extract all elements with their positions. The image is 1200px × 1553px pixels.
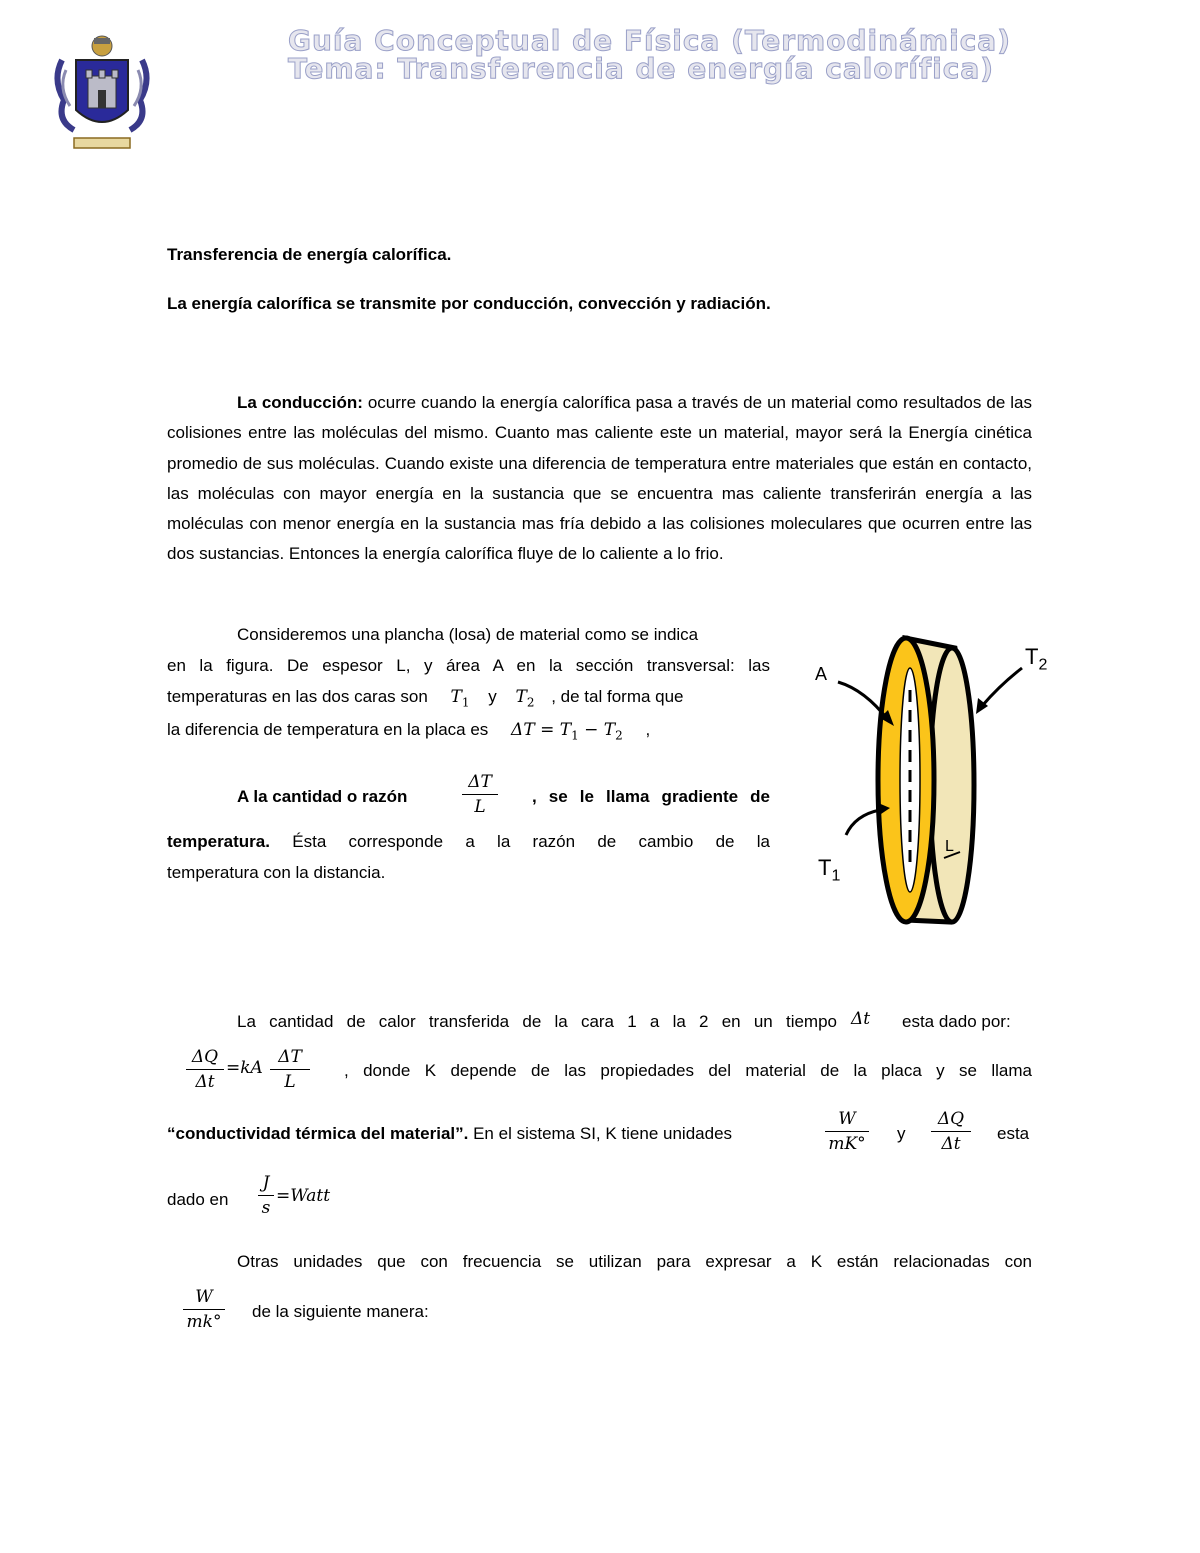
- y-conjunction: y: [488, 687, 497, 706]
- eq-left-numerator: ΔQ: [191, 1047, 219, 1067]
- slab-line-4-end: ,: [645, 720, 651, 739]
- unit-denominator: mK°: [828, 1134, 866, 1154]
- slab-figure: [810, 630, 1060, 930]
- joule-denominator: s: [261, 1198, 271, 1218]
- label-t1: $T_1$: [818, 855, 841, 885]
- heat-dt-symbol: Δt: [851, 1009, 871, 1029]
- eq-right-numerator: ΔT: [278, 1047, 302, 1067]
- heat-line-3: [167, 1124, 732, 1144]
- slab-line-3-end: , de tal forma que: [551, 687, 684, 706]
- section-heading: Transferencia de energía calorífica.: [167, 245, 452, 264]
- arrow-t2: [982, 668, 1022, 706]
- slab-back-face: [930, 648, 974, 922]
- q-numerator: ΔQ: [937, 1109, 965, 1129]
- eq-right-fraction: [270, 1046, 310, 1093]
- eq-left-fraction: [186, 1046, 224, 1093]
- slab-line-4: [167, 720, 650, 742]
- slab-line-2: en la figura. De espesor L, y área A en la sección transversal: las: [167, 656, 770, 675]
- conductivity-term: “conductividad térmica del material”.: [167, 1124, 469, 1143]
- section-subheading: La energía calorífica se transmite por conducción, convección y radiación.: [167, 294, 771, 313]
- q-denominator: Δt: [941, 1134, 961, 1154]
- gradient-line-3: temperatura con la distancia.: [167, 863, 386, 882]
- t2-symbol: $T_2$: [515, 687, 535, 710]
- heat-esta: esta: [997, 1124, 1030, 1143]
- other-line-1: Otras unidades que con frecuencia se utilizan para expresar a K están relacionadas con: [237, 1252, 1032, 1271]
- slab-line-3: [167, 687, 684, 709]
- other-unit-numerator: W: [195, 1287, 213, 1307]
- t1-symbol: $T_1$: [450, 687, 470, 710]
- heat-line-1-end: esta dado por:: [902, 1012, 1011, 1031]
- watt-equals: =Watt: [276, 1186, 331, 1206]
- arrow-t1: [846, 810, 880, 835]
- header-title-line1: Guía Conceptual de Física (Termodinámica): [288, 24, 1011, 57]
- label-l: L: [945, 838, 954, 855]
- crest-logo: [52, 30, 152, 152]
- header-title-line2: Tema: Transferencia de energía calorífica): [288, 52, 995, 85]
- gradient-denominator: L: [474, 797, 486, 817]
- conduction-paragraph: [167, 388, 1032, 570]
- unit-fraction: [825, 1108, 869, 1155]
- gradient-numerator: ΔT: [468, 772, 492, 792]
- label-t2: $T_2$: [1025, 644, 1048, 674]
- gradient-term: temperatura.: [167, 832, 270, 851]
- label-a: A: [815, 664, 828, 684]
- gradient-fraction: [462, 771, 498, 818]
- gradient-lead: A la cantidad o razón: [237, 787, 408, 806]
- gradient-line-2: [167, 832, 770, 852]
- heat-line-1: La cantidad de calor transferida de la cara 1 a la 2 en un tiempo: [237, 1012, 837, 1031]
- heat-dado-en: dado en: [167, 1190, 229, 1209]
- unit-numerator: W: [838, 1109, 856, 1129]
- other-line-2: de la siguiente manera:: [252, 1302, 429, 1321]
- gradient-rest-1: Ésta corresponde a la razón de cambio de la: [269, 832, 770, 851]
- slab-line-1: Consideremos una plancha (losa) de material como se indica: [237, 625, 699, 644]
- conduction-term: La conducción:: [237, 393, 363, 412]
- slab-line-4-text: la diferencia de temperatura en la placa es: [167, 720, 489, 739]
- heat-line-3-text: En el sistema SI, K tiene unidades: [468, 1124, 733, 1143]
- eq-middle: =kA: [226, 1058, 263, 1078]
- other-unit-denominator: mk°: [186, 1312, 222, 1332]
- other-unit-fraction: [183, 1286, 225, 1333]
- joule-numerator: J: [262, 1173, 270, 1193]
- slab-line-3-text: temperaturas en las dos caras son: [167, 687, 428, 706]
- delta-t-equation: $\Delta T = T_1 - T_2$: [511, 720, 623, 743]
- eq-right-denominator: L: [284, 1072, 296, 1092]
- conduction-text: ocurre cuando la energía calorífica pasa a través de un material como resultados de las colisiones entre las moléculas del mismo. Cuanto mas caliente este un material, mayor será la Energía cinética promedio de sus moléculas. Cuando existe una diferencia de temperatura entre materiales que están en contacto, las moléculas con mayor energía en la sustancia que se encuentra mas caliente transferirán energía a las moléculas con menor energía en la sustancia mas fría debido a las colisiones moleculares que ocurren entre las dos sustancias. Entonces la energía calorífica fluye de lo caliente a lo frio.: [167, 393, 1032, 564]
- eq-left-denominator: Δt: [195, 1072, 215, 1092]
- joule-fraction: [258, 1172, 274, 1219]
- heat-line-2: , donde K depende de las propiedades del material de la placa y se llama: [344, 1061, 1032, 1080]
- q-fraction: [931, 1108, 971, 1155]
- heat-y: y: [897, 1124, 906, 1143]
- gradient-trail: , se le llama gradiente de: [532, 787, 770, 806]
